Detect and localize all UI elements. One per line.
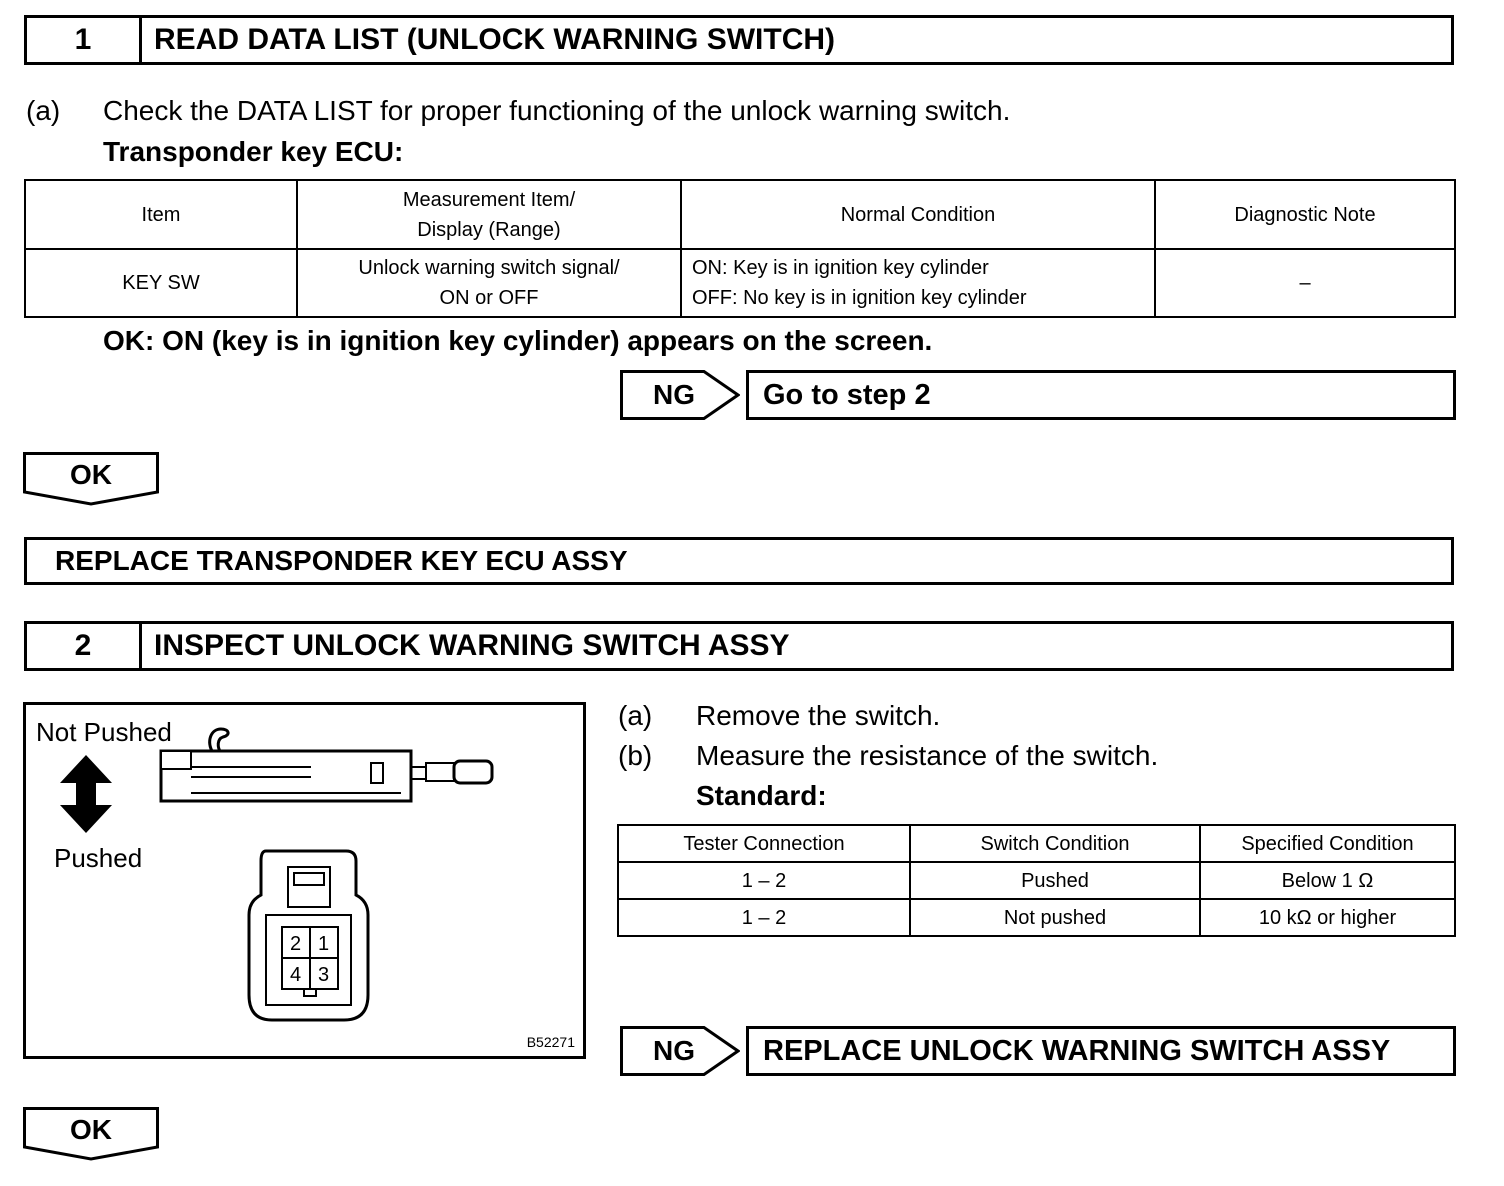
step-1-item-a-marker: (a) bbox=[26, 95, 61, 126]
cell-measurement-line1: Unlock warning switch signal/ bbox=[358, 257, 620, 279]
cell-measurement bbox=[297, 249, 681, 317]
step-1-item-a-text: Check the DATA LIST for proper functioning of the unlock warning switch. bbox=[103, 95, 1011, 126]
step-1-number: 1 bbox=[27, 18, 142, 62]
step-1-title: READ DATA LIST (UNLOCK WARNING SWITCH) bbox=[154, 23, 836, 56]
ng-arrow-icon bbox=[620, 370, 740, 420]
figure-label-pushed: Pushed bbox=[54, 843, 143, 873]
step-2-ok-label: OK bbox=[70, 1114, 112, 1145]
step-1-subtitle: Transponder key ECU: bbox=[103, 136, 404, 167]
step-1-ng-branch bbox=[620, 370, 740, 420]
switch-figure bbox=[23, 702, 586, 1059]
step-1-header bbox=[24, 15, 1454, 65]
header-diagnostic-note: Diagnostic Note bbox=[1155, 180, 1455, 249]
step-1-ng-target: Go to step 2 bbox=[746, 370, 1456, 420]
pin-4-label: 4 bbox=[290, 964, 302, 986]
switch-side-view-icon bbox=[151, 723, 496, 813]
header-item: Item bbox=[25, 180, 297, 249]
step-2-ng-target: REPLACE UNLOCK WARNING SWITCH ASSY bbox=[746, 1026, 1456, 1076]
standard-label: Standard: bbox=[696, 780, 827, 811]
cell-switch-condition: Not pushed bbox=[910, 899, 1200, 936]
header-measurement-line2: Display (Range) bbox=[417, 218, 561, 241]
figure-code: B52271 bbox=[526, 1034, 575, 1050]
cell-normal-line2: OFF: No key is in ignition key cylinder bbox=[692, 287, 1027, 309]
step-2-ng-label: NG bbox=[653, 1035, 695, 1066]
ng-arrow-icon bbox=[620, 1026, 740, 1076]
cell-normal-line1: ON: Key is in ignition key cylinder bbox=[692, 257, 989, 279]
table-row bbox=[618, 899, 1455, 936]
cell-tester-connection: 1 – 2 bbox=[618, 899, 910, 936]
step-1-ng-label: NG bbox=[653, 379, 695, 410]
double-arrow-icon bbox=[56, 753, 116, 835]
cell-switch-condition: Pushed bbox=[910, 862, 1200, 899]
step-2-ng-branch bbox=[620, 1026, 740, 1076]
step-2-ok-branch bbox=[23, 1107, 159, 1161]
step-2-item-a-text: Remove the switch. bbox=[696, 700, 941, 731]
cell-measurement-line2: ON or OFF bbox=[439, 287, 539, 309]
cell-item: KEY SW bbox=[25, 249, 297, 317]
cell-diagnostic-note: – bbox=[1155, 249, 1455, 317]
header-measurement-line1: Measurement Item/ bbox=[402, 188, 576, 211]
pin-1-label: 1 bbox=[318, 933, 330, 955]
cell-tester-connection: 1 – 2 bbox=[618, 862, 910, 899]
step-2-item-b-marker: (b) bbox=[618, 740, 653, 771]
header-normal-condition: Normal Condition bbox=[681, 180, 1155, 249]
resistance-table bbox=[617, 824, 1456, 937]
data-list-table bbox=[24, 179, 1456, 318]
step-2-title: INSPECT UNLOCK WARNING SWITCH ASSY bbox=[154, 629, 790, 662]
figure-label-not-pushed: Not Pushed bbox=[36, 717, 172, 747]
step-2-item-a-marker: (a) bbox=[618, 700, 653, 731]
step-2-header bbox=[24, 621, 1454, 671]
header-switch-condition: Switch Condition bbox=[910, 825, 1200, 862]
pin-2-label: 2 bbox=[290, 933, 302, 955]
header-specified-condition: Specified Condition bbox=[1200, 825, 1455, 862]
step-1-ok-branch bbox=[23, 452, 159, 506]
step-2-item-b-text: Measure the resistance of the switch. bbox=[696, 740, 1159, 771]
cell-specified-condition: Below 1 Ω bbox=[1200, 862, 1455, 899]
table-row bbox=[618, 862, 1455, 899]
connector-front-view-icon bbox=[246, 845, 371, 1025]
header-measurement bbox=[297, 180, 681, 249]
cell-normal-condition bbox=[681, 249, 1155, 317]
cell-specified-condition: 10 kΩ or higher bbox=[1200, 899, 1455, 936]
header-tester-connection: Tester Connection bbox=[618, 825, 910, 862]
step-1-ok-label: OK bbox=[70, 459, 112, 490]
replace-ecu-box: REPLACE TRANSPONDER KEY ECU ASSY bbox=[24, 537, 1454, 585]
step-1-ok-condition: OK: ON (key is in ignition key cylinder) appears on the screen. bbox=[103, 325, 933, 356]
step-2-number: 2 bbox=[27, 624, 142, 668]
pin-3-label: 3 bbox=[318, 964, 330, 986]
